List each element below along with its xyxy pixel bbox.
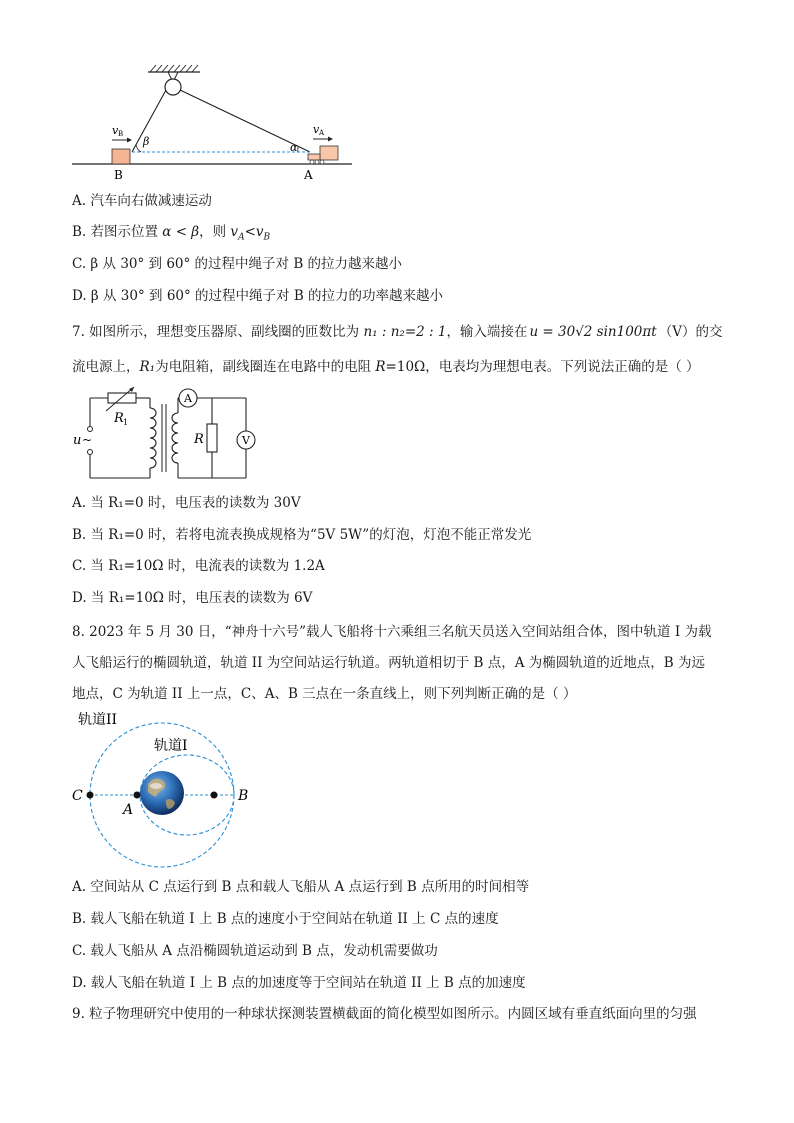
q8-stem-line2: 人飞船运行的椭圆轨道，轨道 II 为空间站运行轨道。两轨道相切于 B 点，A 为椭圆轨道的近地点，B 为远 xyxy=(72,655,706,671)
svg-text:B: B xyxy=(118,130,124,138)
resistor-R xyxy=(207,424,217,452)
q7-stem-line2: 流电源上，R₁为电阻箱，副线圈连在电路中的电阻 R=10Ω，电表均为理想电表。下列说法正确的是（ ） xyxy=(72,359,700,375)
point-A xyxy=(134,792,141,799)
input-terminal-bottom xyxy=(88,450,93,455)
car-A xyxy=(320,146,338,160)
car-wheel xyxy=(310,160,314,164)
q6-option-b: B. 若图示位置 α < β，则 $v_A<v_B$ xyxy=(72,224,271,243)
q7-option-b: B. 当 R₁=0 时，若将电流表换成规格为“5V 5W”的灯泡，灯泡不能正常发光 xyxy=(72,527,532,543)
q8-option-d: D. 载人飞船在轨道 I 上 B 点的加速度等于空间站在轨道 II 上 B 点的加速度 xyxy=(72,975,526,991)
pulley xyxy=(165,79,181,95)
q6-figure xyxy=(70,60,360,185)
block-B xyxy=(112,149,130,164)
beta-arc xyxy=(136,144,141,152)
q8-stem-line1: 8. 2023 年 5 月 30 日，“神舟十六号”载人飞船将十六乘组三名航天员送入空间站组合体，图中轨道 I 为载 xyxy=(72,624,712,640)
ceiling-hatch xyxy=(150,65,198,72)
label-R: R xyxy=(194,432,204,447)
q7-stem-line1: 7. 如图所示，理想变压器原、副线圈的匝数比为 n₁ : n₂=2 : 1，输入端接在 u = 30√2 sin100πt （V）的交 xyxy=(72,324,723,340)
label-C: C xyxy=(72,788,83,804)
label-R1: R xyxy=(114,411,124,426)
q7-option-c: C. 当 R₁=10Ω 时，电流表的读数为 1.2A xyxy=(72,558,325,574)
secondary-coil xyxy=(172,413,178,463)
resistor-R1 xyxy=(108,393,136,403)
svg-text:A: A xyxy=(319,129,325,137)
label-voltmeter: V xyxy=(242,434,250,447)
label-vB: v xyxy=(112,124,119,137)
q6-option-c: C. β 从 30° 到 60° 的过程中绳子对 B 的拉力越来越小 xyxy=(72,256,403,272)
label-ammeter: A xyxy=(184,392,192,405)
earth xyxy=(140,771,184,815)
q8-stem-line3: 地点，C 为轨道 II 上一点，C、A、B 三点在一条直线上，则下列判断正确的是（ ） xyxy=(72,686,577,702)
label-beta: β xyxy=(143,135,150,148)
point-C xyxy=(87,792,94,799)
q8-option-b: B. 载人飞船在轨道 I 上 B 点的速度小于空间站在轨道 II 上 C 点的速度 xyxy=(72,911,499,927)
label-u: u xyxy=(73,433,82,448)
q8-orbit-figure xyxy=(70,708,270,873)
label-A: A xyxy=(304,168,313,182)
point-inner xyxy=(211,792,218,799)
label-alpha: α xyxy=(290,141,298,154)
input-terminal-top xyxy=(88,427,93,432)
q7-option-d: D. 当 R₁=10Ω 时，电压表的读数为 6V xyxy=(72,590,313,606)
q9-stem-line1: 9. 粒子物理研究中使用的一种球状探测装置横截面的简化模型如图所示。内圆区域有垂直纸面向里的匀强 xyxy=(72,1006,697,1022)
label-vA: v xyxy=(313,123,320,136)
label-B: B xyxy=(238,788,249,804)
svg-text:1: 1 xyxy=(123,418,129,427)
q7-option-a: A. 当 R₁=0 时，电压表的读数为 30V xyxy=(72,495,301,511)
label-orbit-I: 轨道I xyxy=(154,738,188,754)
label-A: A xyxy=(123,802,134,818)
label-orbit-II: 轨道II xyxy=(78,712,118,728)
label-tilde: ~ xyxy=(82,433,93,447)
q8-option-c: C. 载人飞船从 A 点沿椭圆轨道运动到 B 点，发动机需要做功 xyxy=(72,943,438,959)
q8-option-a: A. 空间站从 C 点运行到 B 点和载人飞船从 A 点运行到 B 点所用的时间相等 xyxy=(72,879,530,895)
q6-option-d: D. β 从 30° 到 60° 的过程中绳子对 B 的拉力的功率越来越小 xyxy=(72,288,444,304)
label-B: B xyxy=(114,168,123,182)
primary-coil xyxy=(150,408,156,468)
q6-option-a: A. 汽车向右做减速运动 xyxy=(72,193,212,209)
q7-circuit-figure xyxy=(70,386,280,486)
